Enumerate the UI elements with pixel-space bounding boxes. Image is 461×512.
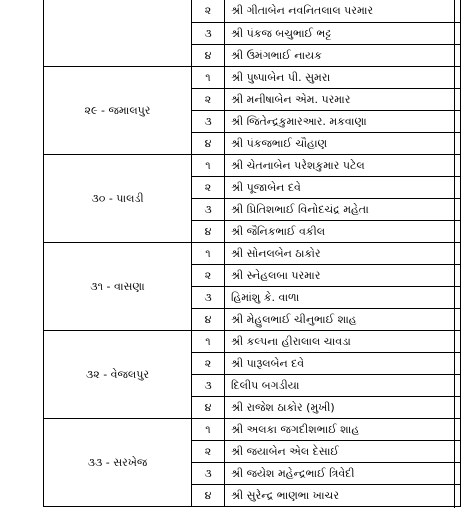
seat-number-cell: ૨	[192, 265, 225, 287]
seat-number-cell: ૪	[192, 221, 225, 243]
table-row	[44, 331, 461, 353]
candidate-name-cell: શ્રી મનીષાબેન એમ. પરમાર	[225, 89, 461, 111]
candidate-name-cell: દિલીપ બગડીયા	[225, 375, 461, 397]
candidate-name-cell: શ્રી જયાબેન એલ દેસાઈ	[225, 441, 461, 463]
table-row	[44, 67, 461, 89]
candidate-name-cell: શ્રી સુરેન્દ્ર ભાણભા ખાચર	[225, 485, 461, 507]
seat-number-cell: ૪	[192, 485, 225, 507]
seat-number-cell: ૨	[192, 353, 225, 375]
candidate-name-cell: શ્રી ઉમંગભાઈ નાયક	[225, 45, 461, 67]
candidate-name-cell: શ્રી પ્રિતિશભાઈ વિનોદચંદ્ર મહેતા	[225, 199, 461, 221]
seat-number-cell: ૧	[192, 67, 225, 89]
seat-number-cell: ૪	[192, 133, 225, 155]
seat-number-cell: ૩	[192, 463, 225, 485]
ward-name-cell: ૨૯ - જમાલપુર	[44, 67, 192, 155]
candidate-name-cell: હિમાંશુ કે. વાળા	[225, 287, 461, 309]
candidate-name-cell: શ્રી રાજેશ ઠાકોર (મુખી)	[225, 397, 461, 419]
ward-name-cell: ૩૧ - વાસણા	[44, 243, 192, 331]
candidate-name-cell: શ્રી જૈનિકભાઈ વકીલ	[225, 221, 461, 243]
seat-number-cell: ૩	[192, 111, 225, 133]
candidate-name-cell: શ્રી કલ્પના હીરાલાલ ચાવડા	[225, 331, 461, 353]
seat-number-cell: ૩	[192, 199, 225, 221]
seat-number-cell: ૩	[192, 287, 225, 309]
table-row	[44, 419, 461, 441]
candidate-name-cell: શ્રી અલકા જગદીશભાઈ શાહ	[225, 419, 461, 441]
seat-number-cell: ૩	[192, 23, 225, 45]
candidate-name-cell: શ્રી પૂજાબેન દવે	[225, 177, 461, 199]
ward-name-cell: ૩૩ - સરખેજ	[44, 419, 192, 507]
candidate-name-cell: શ્રી ચેતનાબેન પરેશકુમાર પટેલ	[225, 155, 461, 177]
seat-number-cell: ૧	[192, 243, 225, 265]
candidate-name-cell: શ્રી જિતેન્દ્રકુમારઆર. મકવાણા	[225, 111, 461, 133]
seat-number-cell: ૪	[192, 397, 225, 419]
candidate-name-cell: શ્રી પારૂલબેન દવે	[225, 353, 461, 375]
seat-number-cell: ૪	[192, 309, 225, 331]
seat-number-cell: ૧	[192, 419, 225, 441]
table-row	[44, 243, 461, 265]
table-row	[44, 0, 461, 23]
ward-name-cell	[44, 0, 192, 67]
seat-number-cell: ૩	[192, 375, 225, 397]
seat-number-cell: ૪	[192, 45, 225, 67]
candidate-name-cell: શ્રી પંકજભાઈ ચૌહાણ	[225, 133, 461, 155]
seat-number-cell: ૧	[192, 155, 225, 177]
ward-name-cell: ૩૨ - વેજલપુર	[44, 331, 192, 419]
candidate-name-cell: શ્રી ગીતાબેન નવનિતલાલ પરમાર	[225, 0, 461, 23]
seat-number-cell: ૨	[192, 177, 225, 199]
candidate-name-cell: શ્રી મેહુલભાઈ ચીનુભાઈ શાહ	[225, 309, 461, 331]
seat-number-cell: ૧	[192, 331, 225, 353]
table-body	[44, 0, 461, 507]
ward-candidates-table	[43, 0, 461, 507]
candidate-name-cell: શ્રી સોનલબેન ઠાકોર	[225, 243, 461, 265]
seat-number-cell: ૨	[192, 0, 225, 23]
ward-name-cell: ૩૦ - પાલડી	[44, 155, 192, 243]
candidate-name-cell: શ્રી પુષ્પાબેન પી. સુમરા	[225, 67, 461, 89]
candidate-name-cell: શ્રી પંકજ બચુભાઈ ભટ્ટ	[225, 23, 461, 45]
table-row	[44, 155, 461, 177]
seat-number-cell: ૨	[192, 89, 225, 111]
candidate-name-cell: શ્રી સ્નેહલબા પરમાર	[225, 265, 461, 287]
seat-number-cell: ૨	[192, 441, 225, 463]
table-right-edge	[454, 0, 455, 508]
candidate-name-cell: શ્રી જયેશ મહેન્દ્રભાઈ ત્રિવેદી	[225, 463, 461, 485]
